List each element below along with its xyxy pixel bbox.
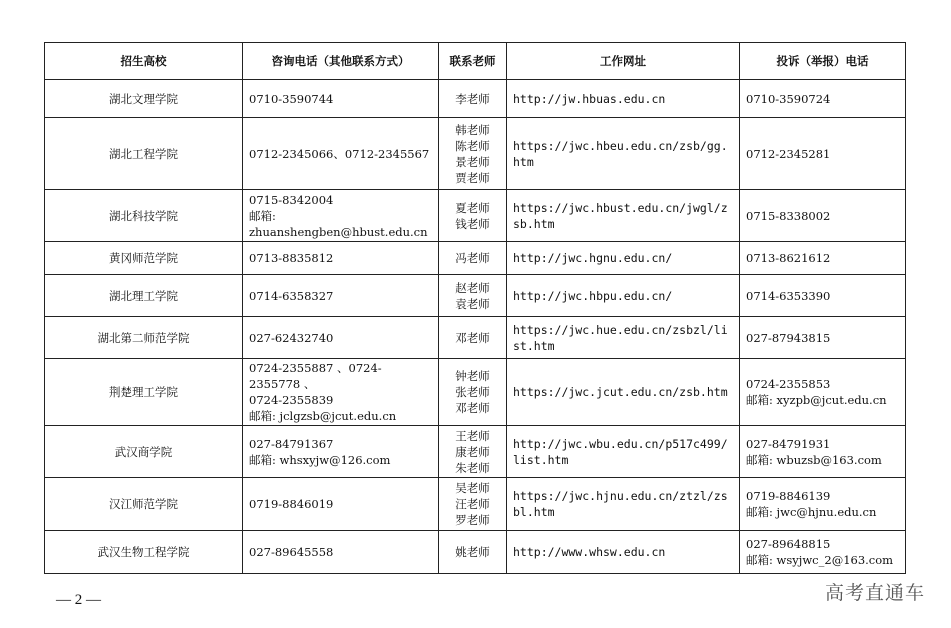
header-url: 工作网址 [507, 43, 740, 80]
phone-line: 0715-8342004 [249, 192, 334, 207]
phone-line: 邮箱: whsxyjw@126.com [249, 452, 391, 467]
phone-cell [243, 80, 439, 118]
teacher-cell [439, 242, 507, 275]
phone-cell [243, 426, 439, 478]
website-link[interactable]: https://jwc.hbeu.edu.cn/zsb/gg.htm [513, 138, 728, 169]
school-cell: 荆楚理工学院 [45, 359, 243, 426]
school-cell: 湖北工程学院 [45, 118, 243, 190]
teacher-cell [439, 190, 507, 242]
phone-cell [243, 190, 439, 242]
teacher-cell [439, 478, 507, 531]
website-link[interactable]: https://jwc.hue.edu.cn/zsbzl/list.htm [513, 322, 728, 353]
teacher-name: 钟老师 [455, 369, 490, 383]
url-cell [507, 242, 740, 275]
teacher-name: 韩老师 [455, 122, 490, 137]
complaint-line: 0713-8621612 [746, 251, 831, 265]
complaint-cell [740, 317, 906, 359]
complaint-line: 027-87943815 [746, 330, 831, 345]
complaint-line: 邮箱: xyzpb@jcut.edu.cn [746, 393, 887, 407]
phone-line: 0714-6358327 [249, 288, 334, 303]
teacher-name: 钱老师 [455, 216, 490, 231]
teacher-name: 吴老师 [455, 481, 490, 495]
website-link[interactable]: http://www.whsw.edu.cn [513, 545, 666, 559]
url-cell [507, 359, 740, 426]
phone-line: 0710-3590744 [249, 91, 334, 106]
complaint-cell [740, 275, 906, 317]
phone-line: 027-89645558 [249, 545, 334, 559]
teacher-name: 汪老师 [455, 497, 490, 511]
teacher-name: 冯老师 [455, 251, 490, 265]
page-number: — 2 — [56, 592, 101, 608]
complaint-cell [740, 426, 906, 478]
phone-line: zhuanshengben@hbust.edu.cn [249, 224, 428, 239]
complaint-line: 邮箱: jwc@hjnu.edu.cn [746, 505, 877, 519]
teacher-cell [439, 359, 507, 426]
website-link[interactable]: https://jwc.hbust.edu.cn/jwgl/zsb.htm [513, 200, 728, 231]
phone-cell [243, 118, 439, 190]
website-link[interactable]: http://jw.hbuas.edu.cn [513, 91, 666, 106]
url-cell [507, 531, 740, 574]
table-row [45, 242, 906, 275]
header-teacher: 联系老师 [439, 43, 507, 80]
phone-line: 027-62432740 [249, 330, 334, 345]
table-row [45, 80, 906, 118]
school-cell: 武汉生物工程学院 [45, 531, 243, 574]
teacher-cell [439, 317, 507, 359]
complaint-cell [740, 118, 906, 190]
teacher-name: 陈老师 [455, 138, 490, 153]
complaint-line: 027-89648815 [746, 537, 831, 551]
website-link[interactable]: https://jwc.hjnu.edu.cn/ztzl/zsbl.htm [513, 489, 728, 519]
teacher-name: 赵老师 [455, 280, 490, 295]
phone-line: 0724-2355887 、0724-2355778 、 [249, 361, 382, 391]
table-body [45, 80, 906, 574]
school-cell: 汉江师范学院 [45, 478, 243, 531]
school-cell: 武汉商学院 [45, 426, 243, 478]
teacher-name: 张老师 [455, 385, 490, 399]
url-cell [507, 478, 740, 531]
complaint-line: 0719-8846139 [746, 489, 831, 503]
header-complaint: 投诉（举报）电话 [740, 43, 906, 80]
teacher-name: 邓老师 [455, 330, 490, 345]
teacher-cell [439, 275, 507, 317]
phone-cell [243, 317, 439, 359]
phone-cell [243, 359, 439, 426]
website-link[interactable]: http://jwc.hgnu.edu.cn/ [513, 251, 673, 265]
teacher-name: 袁老师 [455, 296, 490, 311]
complaint-line: 0712-2345281 [746, 146, 831, 161]
url-cell [507, 275, 740, 317]
phone-cell [243, 531, 439, 574]
phone-line: 邮箱: jclgzsb@jcut.edu.cn [249, 409, 397, 423]
website-link[interactable]: https://jwc.jcut.edu.cn/zsb.htm [513, 385, 728, 399]
table-row [45, 118, 906, 190]
teacher-name: 姚老师 [455, 545, 490, 559]
phone-line: 0724-2355839 [249, 393, 334, 407]
school-cell: 湖北科技学院 [45, 190, 243, 242]
watermark: 高考直通车 [824, 582, 925, 604]
table-row [45, 359, 906, 426]
phone-line: 027-84791367 [249, 436, 334, 451]
table-row [45, 190, 906, 242]
teacher-cell [439, 531, 507, 574]
complaint-cell [740, 359, 906, 426]
teacher-cell [439, 426, 507, 478]
url-cell [507, 426, 740, 478]
table-row [45, 531, 906, 574]
table-row [45, 478, 906, 531]
complaint-line: 邮箱: wsyjwc_2@163.com [746, 553, 894, 567]
phone-cell [243, 478, 439, 531]
phone-cell [243, 242, 439, 275]
phone-line: 0713-8835812 [249, 251, 334, 265]
teacher-name: 王老师 [455, 428, 490, 443]
teacher-cell [439, 80, 507, 118]
admissions-contact-table [44, 42, 906, 574]
complaint-cell [740, 80, 906, 118]
complaint-line: 0714-6353390 [746, 288, 831, 303]
phone-line: 0719-8846019 [249, 497, 334, 511]
teacher-name: 景老师 [455, 154, 490, 169]
url-cell [507, 80, 740, 118]
phone-line: 0712-2345066、0712-2345567 [249, 146, 430, 161]
teacher-name: 邓老师 [455, 401, 490, 415]
complaint-line: 0710-3590724 [746, 91, 831, 106]
complaint-line: 027-84791931 [746, 436, 831, 451]
school-cell: 湖北理工学院 [45, 275, 243, 317]
teacher-name: 贾老师 [455, 170, 490, 185]
complaint-line: 邮箱: wbuzsb@163.com [746, 452, 882, 467]
school-cell: 黄冈师范学院 [45, 242, 243, 275]
website-link[interactable]: http://jwc.hbpu.edu.cn/ [513, 288, 673, 303]
complaint-cell [740, 190, 906, 242]
table-header-row [45, 43, 906, 80]
school-cell: 湖北文理学院 [45, 80, 243, 118]
table-row [45, 275, 906, 317]
teacher-name: 罗老师 [455, 513, 490, 527]
phone-cell [243, 275, 439, 317]
url-cell [507, 190, 740, 242]
table-row [45, 426, 906, 478]
url-cell [507, 317, 740, 359]
complaint-line: 0724-2355853 [746, 377, 831, 391]
teacher-name: 夏老师 [455, 200, 490, 215]
complaint-cell [740, 242, 906, 275]
teacher-name: 朱老师 [455, 460, 490, 475]
school-cell: 湖北第二师范学院 [45, 317, 243, 359]
phone-line: 邮箱: [249, 208, 276, 223]
table-row [45, 317, 906, 359]
header-school: 招生高校 [45, 43, 243, 80]
website-link[interactable]: http://jwc.wbu.edu.cn/p517c499/list.htm [513, 436, 728, 467]
url-cell [507, 118, 740, 190]
complaint-cell [740, 531, 906, 574]
teacher-name: 康老师 [455, 444, 490, 459]
complaint-cell [740, 478, 906, 531]
teacher-cell [439, 118, 507, 190]
complaint-line: 0715-8338002 [746, 208, 831, 223]
header-phone: 咨询电话（其他联系方式） [243, 43, 439, 80]
teacher-name: 李老师 [455, 91, 490, 106]
